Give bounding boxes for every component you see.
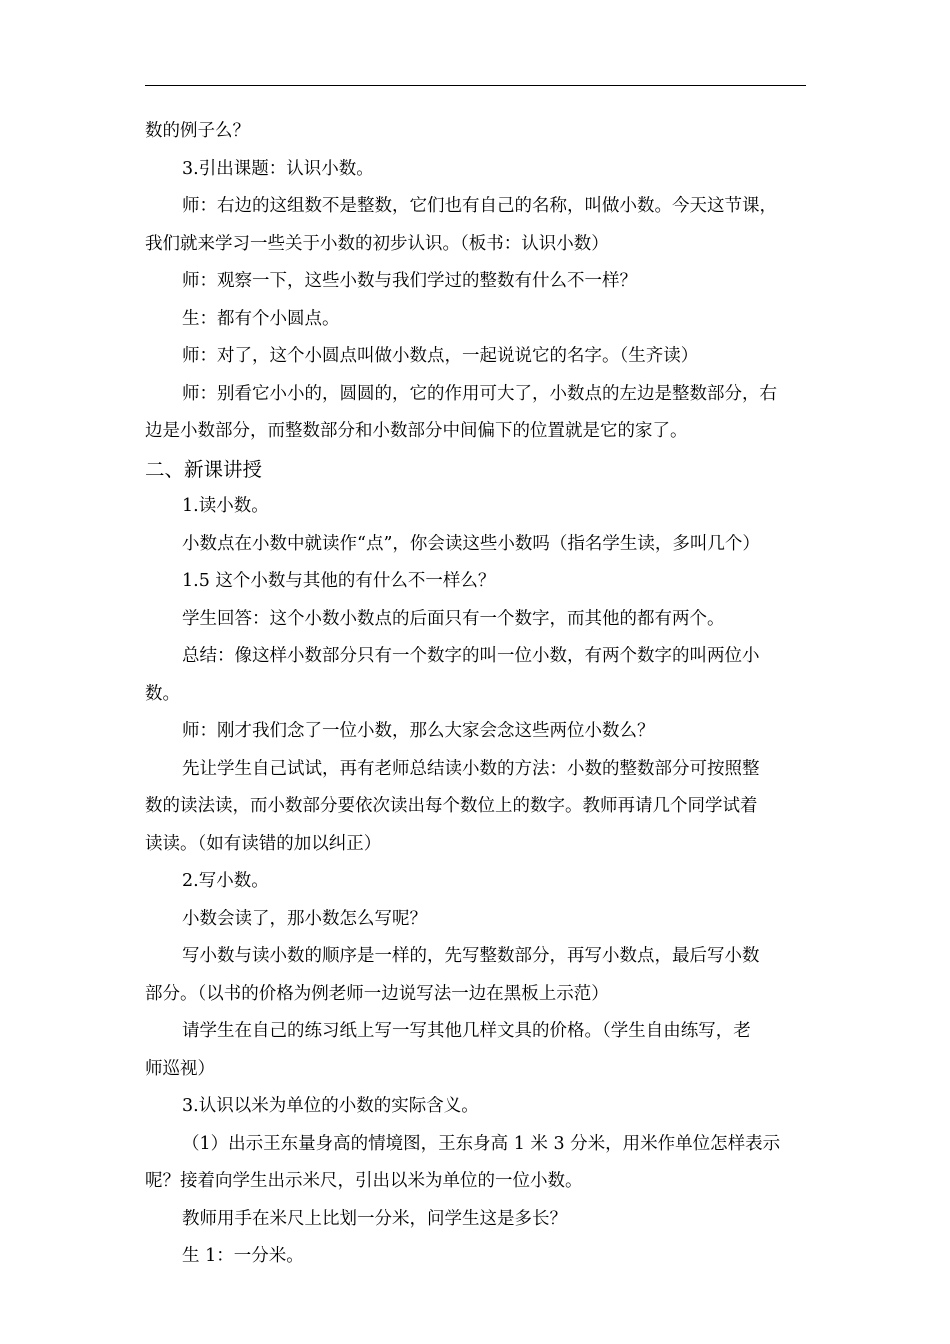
text-line: 2.写小数。 <box>182 871 269 891</box>
text-line: 边是小数部分，而整数部分和小数部分中间偏下的位置就是它的家了。 <box>145 421 688 441</box>
text-line: 1.5 这个小数与其他的有什么不一样么？ <box>182 571 496 591</box>
document-body <box>145 113 806 1276</box>
text-line: 读读。（如有读错的加以纠正） <box>145 833 382 854</box>
text-line: 我们就来学习一些关于小数的初步认识。（板书：认识小数） <box>145 233 609 254</box>
text-line: 3.引出课题：认识小数。 <box>182 158 374 179</box>
text-line: 1.读小数。 <box>182 496 269 516</box>
text-line: 3.认识以米为单位的小数的实际含义。 <box>182 1096 479 1116</box>
text-line: 生 1：一分米。 <box>182 1246 304 1266</box>
header-rule <box>145 85 806 86</box>
text-line: 先让学生自己试试，再有老师总结读小数的方法：小数的整数部分可按照整 <box>182 758 760 779</box>
text-line: 呢？接着向学生出示米尺，引出以米为单位的一位小数。 <box>145 1171 583 1191</box>
text-line: 师：对了，这个小圆点叫做小数点，一起说说它的名字。（生齐读） <box>182 346 699 366</box>
text-line: 请学生在自己的练习纸上写一写其他几样文具的价格。（学生自由练写，老 <box>182 1021 751 1041</box>
text-line: 写小数与读小数的顺序是一样的，先写整数部分，再写小数点，最后写小数 <box>182 946 760 966</box>
text-line: 师：刚才我们念了一位小数，那么大家会念这些两位小数么？ <box>182 721 655 741</box>
section-heading: 二、新课讲授 <box>145 457 263 481</box>
text-line: 部分。（以书的价格为例老师一边说写法一边在黑板上示范） <box>145 983 609 1004</box>
text-line: 小数会读了，那小数怎么写呢？ <box>182 908 427 929</box>
text-line: 教师用手在米尺上比划一分米，问学生这是多长？ <box>182 1208 567 1229</box>
text-line: 师：观察一下，这些小数与我们学过的整数有什么不一样？ <box>182 271 637 291</box>
text-line: 师巡视） <box>145 1058 215 1079</box>
text-line: 师：右边的这组数不是整数，它们也有自己的名称，叫做小数。今天这节课， <box>182 196 777 216</box>
text-line: 数的例子么？ <box>145 121 250 141</box>
text-line: 数。 <box>145 683 180 704</box>
text-line: 学生回答：这个小数小数点的后面只有一个数字，而其他的都有两个。 <box>182 608 725 629</box>
text-line: 生：都有个小圆点。 <box>182 308 340 329</box>
text-line: 小数点在小数中就读作“点”，你会读这些小数吗（指名学生读，多叫几个） <box>182 533 760 554</box>
text-line: 总结：像这样小数部分只有一个数字的叫一位小数，有两个数字的叫两位小 <box>182 646 760 666</box>
text-line: （1）出示王东量身高的情境图，王东身高 1 米 3 分米，用米作单位怎样表示 <box>182 1133 781 1154</box>
text-line: 数的读法读，而小数部分要依次读出每个数位上的数字。教师再请几个同学试着 <box>145 796 758 816</box>
text-line: 师：别看它小小的，圆圆的，它的作用可大了，小数点的左边是整数部分，右 <box>182 383 777 404</box>
